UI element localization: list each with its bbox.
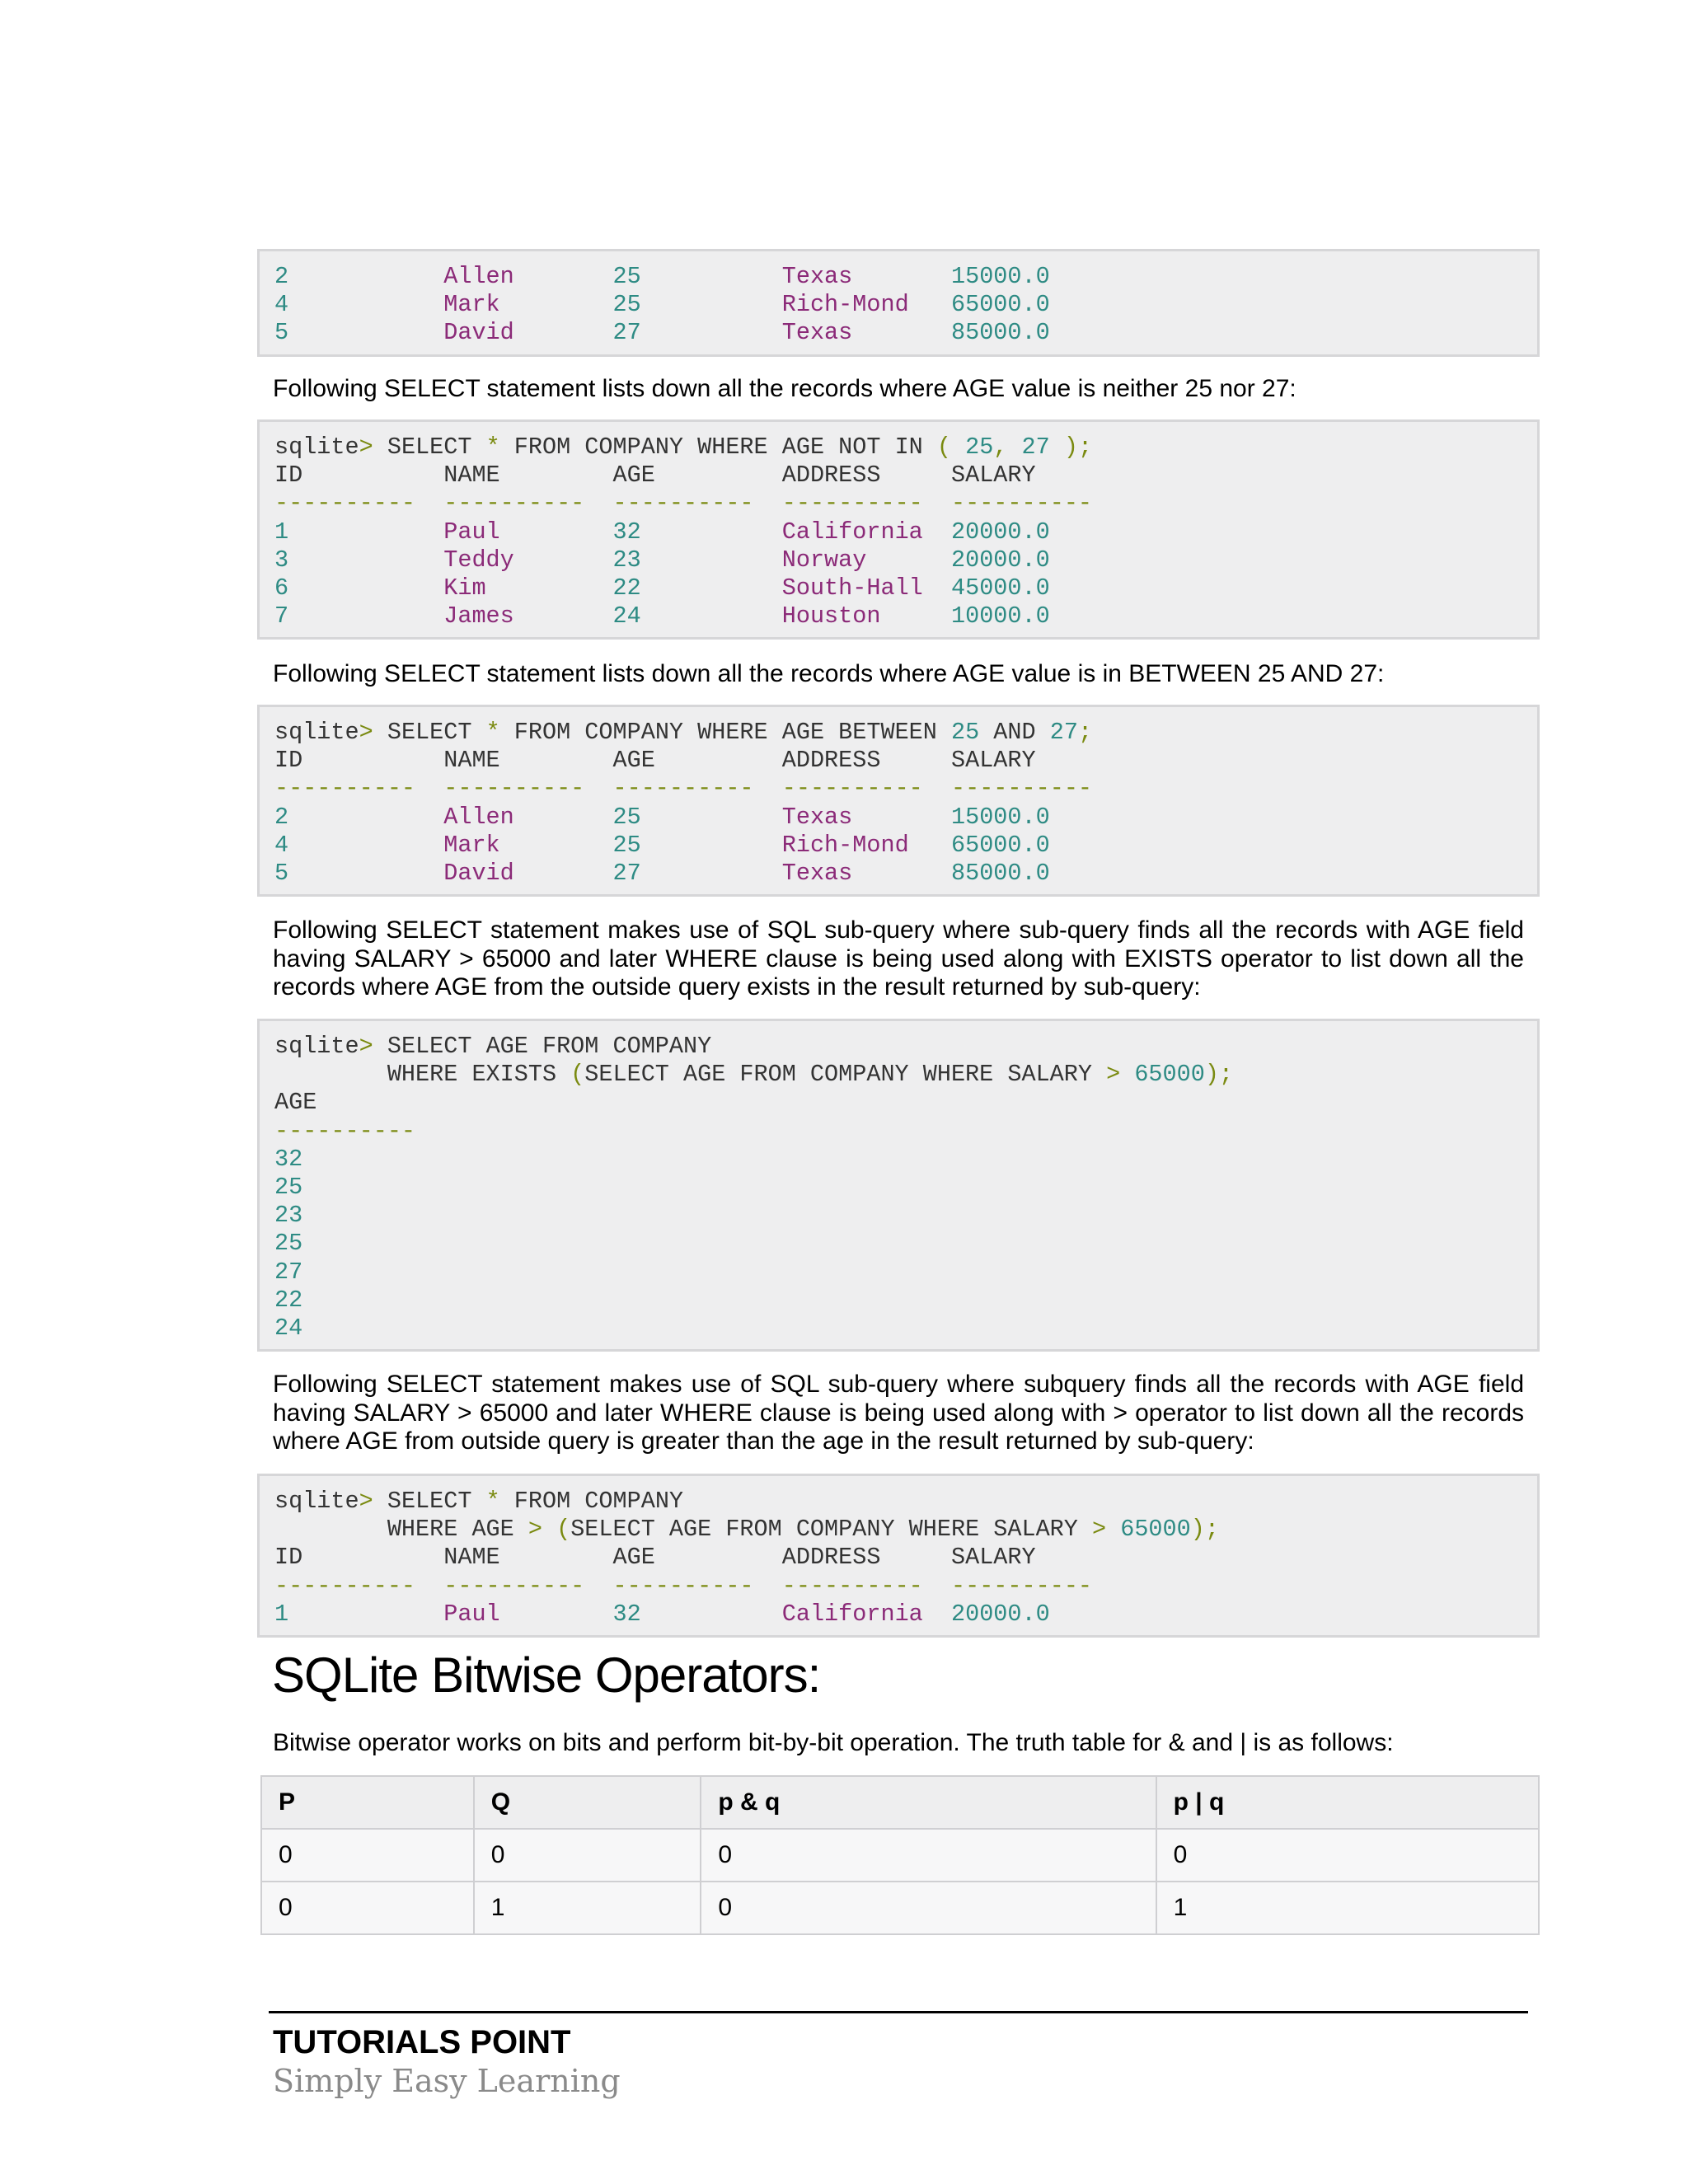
table-cell: 0: [474, 1829, 701, 1882]
sql-text: FROM COMPANY WHERE AGE NOT IN: [499, 434, 937, 461]
code-block-greater-than-subquery: [257, 1474, 1540, 1638]
result-cell: Houston: [781, 602, 881, 630]
sql-operator: );: [1204, 1061, 1234, 1089]
result-cell: 22: [612, 574, 641, 602]
result-cell: Texas: [781, 263, 853, 290]
result-header-cell: NAME: [443, 462, 500, 490]
sql-text: [1120, 1061, 1134, 1088]
paragraph-exists: Following SELECT statement makes use of SQL sub-query where sub-query finds all the records with AGE field having SALARY > 65000 and later WHERE clause is being used along with EXISTS operator to list down all the records where AGE from the outside query exists in the result returned by sub-query:: [273, 916, 1524, 1001]
result-header-cell: AGE: [612, 1544, 655, 1572]
result-cell: Texas: [781, 319, 853, 347]
separator-dashes: ----------: [274, 1117, 416, 1145]
sql-prompt-caret: >: [359, 1488, 373, 1515]
separator-dashes: ----------: [274, 775, 416, 803]
result-separator: [274, 775, 1522, 803]
result-cell: 65000.0: [951, 831, 1050, 859]
result-cell: 25: [274, 1173, 303, 1201]
result-cell: David: [443, 319, 514, 347]
sql-operator: >: [1106, 1061, 1121, 1089]
result-header-cell: AGE: [612, 462, 655, 490]
sql-text: [951, 434, 965, 461]
paragraph-bitwise-intro: Bitwise operator works on bits and perform bit-by-bit operation. The truth table for & and | is as follows:: [273, 1729, 1394, 1756]
result-cell: 45000.0: [951, 574, 1050, 602]
result-cell: Paul: [443, 518, 500, 546]
result-cell: 5: [274, 859, 289, 887]
result-row: [274, 518, 1522, 546]
result-cell: 4: [274, 831, 289, 859]
result-header-cell: AGE: [274, 1089, 317, 1117]
result-cell: 20000.0: [951, 1600, 1050, 1628]
separator-dashes: ----------: [443, 490, 585, 518]
result-cell: Allen: [443, 803, 514, 831]
sql-text: WHERE AGE: [387, 1516, 528, 1544]
result-row: [274, 1230, 1522, 1258]
result-cell: Mark: [443, 291, 500, 319]
result-header-cell: SALARY: [951, 1544, 1036, 1572]
result-cell: Texas: [781, 859, 853, 887]
sql-operator: );: [1063, 434, 1093, 461]
sql-operator: (: [570, 1061, 585, 1089]
sql-prompt: sqlite: [274, 719, 359, 746]
result-row: [274, 546, 1522, 574]
result-cell: 20000.0: [951, 518, 1050, 546]
code-block-between: [257, 705, 1540, 897]
result-cell: Texas: [781, 803, 853, 831]
separator-dashes: ----------: [951, 490, 1093, 518]
result-row: [274, 263, 1522, 291]
sql-prompt-line: [274, 1033, 1522, 1061]
result-separator: [274, 1572, 1522, 1601]
result-cell: 32: [274, 1145, 303, 1173]
sql-prompt-caret: >: [359, 719, 373, 746]
result-cell: 85000.0: [951, 859, 1050, 887]
sql-text: FROM COMPANY WHERE AGE BETWEEN: [499, 719, 951, 746]
result-header: [274, 747, 1522, 775]
code-block-result-continued: [257, 249, 1540, 357]
result-cell: 1: [274, 518, 289, 546]
result-row: [274, 832, 1522, 860]
result-header-cell: AGE: [612, 747, 655, 775]
result-row: [274, 804, 1522, 832]
result-cell: 65000.0: [951, 291, 1050, 319]
result-header-cell: ADDRESS: [781, 462, 881, 490]
result-cell: 25: [274, 1230, 303, 1258]
sql-text: [1050, 434, 1064, 461]
sql-number: 25: [950, 719, 980, 746]
result-row: [274, 860, 1522, 888]
result-cell: South-Hall: [781, 574, 923, 602]
result-header-cell: SALARY: [951, 462, 1036, 490]
result-cell: Rich-Mond: [781, 831, 909, 859]
result-row: [274, 319, 1522, 347]
paragraph-between: Following SELECT statement lists down all the records where AGE value is in BETWEEN 25 AND 27:: [273, 660, 1385, 687]
result-header-cell: ID: [274, 1544, 303, 1572]
result-header-cell: ADDRESS: [781, 1544, 881, 1572]
result-separator: [274, 1118, 1522, 1146]
sql-continuation-line: [274, 1061, 1522, 1089]
separator-dashes: ----------: [781, 1572, 923, 1600]
separator-dashes: ----------: [951, 1572, 1093, 1600]
separator-dashes: ----------: [951, 775, 1093, 803]
result-cell: Allen: [443, 263, 514, 290]
truth-table-header-row: [261, 1776, 1539, 1829]
result-cell: 5: [274, 319, 289, 347]
result-cell: Norway: [781, 546, 867, 574]
result-cell: 22: [274, 1286, 303, 1314]
sql-text: SELECT AGE FROM COMPANY WHERE SALARY: [584, 1061, 1107, 1089]
separator-dashes: ----------: [443, 1572, 585, 1600]
result-cell: 25: [612, 831, 641, 859]
sql-operator: );: [1190, 1516, 1219, 1544]
sql-number: 65000: [1120, 1516, 1191, 1544]
table-cell: 0: [701, 1882, 1156, 1934]
result-row: [274, 1146, 1522, 1174]
table-cell: 1: [1156, 1882, 1539, 1934]
result-cell: 6: [274, 574, 289, 602]
result-cell: 1: [274, 1600, 289, 1628]
code-block-exists: [257, 1019, 1540, 1352]
result-row: [274, 1258, 1522, 1286]
result-cell: 24: [612, 602, 641, 630]
result-cell: California: [781, 518, 923, 546]
sql-number: 27: [1021, 434, 1050, 461]
result-cell: 15000.0: [951, 803, 1050, 831]
paragraph-not-in: Following SELECT statement lists down all the records where AGE value is neither 25 nor 27:: [273, 375, 1296, 402]
result-row: [274, 1286, 1522, 1315]
separator-dashes: ----------: [612, 1572, 754, 1600]
paragraph-greater-than-subquery: Following SELECT statement makes use of SQL sub-query where subquery finds all the records with AGE field having SALARY > 65000 and later WHERE clause is being used along with > operator to list down all the records where AGE from outside query is greater than the age in the result returned by sub-query:: [273, 1371, 1524, 1455]
result-cell: 25: [612, 803, 641, 831]
result-header-cell: NAME: [443, 1544, 500, 1572]
result-header-cell: ID: [274, 462, 303, 490]
sql-number: 65000: [1134, 1061, 1205, 1089]
footer-brand: TUTORIALS POINT: [273, 2024, 571, 2060]
sql-text: [542, 1516, 556, 1543]
table-cell: 0: [261, 1882, 474, 1934]
sql-prompt-caret: >: [359, 434, 373, 461]
result-row: [274, 602, 1522, 630]
result-cell: 2: [274, 803, 289, 831]
result-cell: Paul: [443, 1600, 500, 1628]
sql-prompt-line: [274, 719, 1522, 747]
sql-text: SELECT AGE FROM COMPANY: [387, 1033, 712, 1060]
result-header-cell: SALARY: [951, 747, 1036, 775]
result-cell: Mark: [443, 831, 500, 859]
table-row: [261, 1829, 1539, 1882]
result-header: [274, 462, 1522, 490]
sql-prompt-line: [274, 1488, 1522, 1516]
result-header-cell: NAME: [443, 747, 500, 775]
footer-tagline: Simply Easy Learning: [273, 2063, 621, 2099]
result-cell: 3: [274, 546, 289, 574]
result-cell: 23: [274, 1202, 303, 1230]
separator-dashes: ----------: [781, 775, 923, 803]
result-cell: 27: [612, 859, 641, 887]
separator-dashes: ----------: [612, 775, 754, 803]
result-row: [274, 574, 1522, 602]
result-row: [274, 1202, 1522, 1230]
result-header-cell: ID: [274, 747, 303, 775]
sql-number: 27: [1049, 719, 1078, 746]
result-separator: [274, 490, 1522, 518]
section-heading: SQLite Bitwise Operators:: [272, 1647, 821, 1703]
truth-table-header-cell: p & q: [701, 1776, 1156, 1829]
result-cell: Rich-Mond: [781, 291, 909, 319]
sql-prompt: sqlite: [274, 434, 359, 461]
sql-operator: (: [556, 1516, 571, 1544]
result-cell: 85000.0: [951, 319, 1050, 347]
result-row: [274, 291, 1522, 319]
result-cell: 20000.0: [951, 546, 1050, 574]
sql-operator: ;: [1077, 719, 1093, 746]
result-row: [274, 1601, 1522, 1629]
sql-operator: >: [1092, 1516, 1107, 1544]
result-cell: 10000.0: [951, 602, 1050, 630]
result-header-cell: ADDRESS: [781, 747, 881, 775]
result-row: [274, 1174, 1522, 1202]
separator-dashes: ----------: [612, 490, 754, 518]
sql-number: 25: [965, 434, 994, 461]
result-cell: 24: [274, 1314, 303, 1342]
footer-divider: [269, 2011, 1528, 2013]
truth-table-header-cell: Q: [474, 1776, 701, 1829]
result-cell: 7: [274, 602, 289, 630]
table-cell: 0: [1156, 1829, 1539, 1882]
sql-operator: (: [936, 434, 951, 461]
separator-dashes: ----------: [781, 490, 923, 518]
table-cell: 0: [701, 1829, 1156, 1882]
sql-operator: *: [485, 719, 500, 746]
sql-prompt-caret: >: [359, 1033, 373, 1060]
result-cell: 23: [612, 546, 641, 574]
result-cell: 27: [274, 1258, 303, 1286]
result-cell: 25: [612, 291, 641, 319]
sql-text: FROM COMPANY: [499, 1488, 684, 1515]
separator-dashes: ----------: [274, 490, 416, 518]
result-cell: 25: [612, 263, 641, 290]
result-cell: 32: [612, 1600, 641, 1628]
truth-table: [260, 1775, 1540, 1935]
result-cell: 15000.0: [951, 263, 1050, 290]
result-header: [274, 1544, 1522, 1572]
sql-continuation-line: [274, 1516, 1522, 1544]
result-cell: 2: [274, 263, 289, 290]
sql-prompt-line: [274, 434, 1522, 462]
result-cell: 32: [612, 518, 641, 546]
sql-text: AND: [979, 719, 1050, 746]
sql-operator: ,: [993, 434, 1008, 461]
sql-operator: *: [485, 434, 500, 461]
result-cell: California: [781, 1600, 923, 1628]
sql-text: WHERE EXISTS: [387, 1061, 571, 1089]
result-cell: 27: [612, 319, 641, 347]
table-cell: 1: [474, 1882, 701, 1934]
sql-prompt: sqlite: [274, 1488, 359, 1515]
result-cell: 4: [274, 291, 289, 319]
sql-text: SELECT: [387, 434, 486, 461]
result-cell: Kim: [443, 574, 486, 602]
sql-text: SELECT: [387, 1488, 486, 1515]
table-cell: 0: [261, 1829, 474, 1882]
sql-prompt: sqlite: [274, 1033, 359, 1060]
sql-operator: >: [528, 1516, 542, 1544]
truth-table-header-cell: p | q: [1156, 1776, 1539, 1829]
code-block-not-in: [257, 419, 1540, 640]
truth-table-header-cell: P: [261, 1776, 474, 1829]
sql-text: SELECT: [387, 719, 486, 746]
sql-text: SELECT AGE FROM COMPANY WHERE SALARY: [570, 1516, 1092, 1544]
sql-operator: *: [485, 1488, 500, 1515]
sql-text: [1106, 1516, 1120, 1543]
result-header: [274, 1089, 1522, 1117]
result-cell: David: [443, 859, 514, 887]
separator-dashes: ----------: [274, 1572, 416, 1600]
result-cell: James: [443, 602, 514, 630]
result-row: [274, 1315, 1522, 1343]
table-row: [261, 1882, 1539, 1934]
separator-dashes: ----------: [443, 775, 585, 803]
sql-text: [1007, 434, 1021, 461]
result-cell: Teddy: [443, 546, 514, 574]
